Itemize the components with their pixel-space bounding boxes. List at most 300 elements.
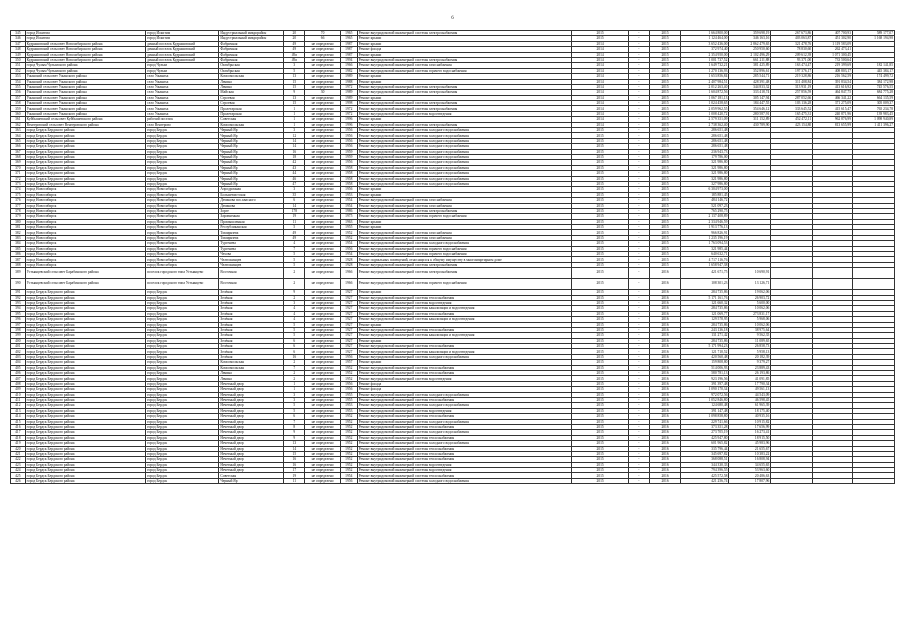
table-cell: 2015 [572,160,629,165]
table-cell: - [628,225,649,230]
table-cell: не определено [305,424,341,429]
table-cell: 14 [284,144,305,149]
table-cell: 765 234,78 [852,106,894,111]
table-cell: Восточная [219,279,284,290]
table-cell: 26 903,72 [729,295,771,300]
table-cell: 2015 [572,376,629,381]
table-cell: 21 655,67 [729,446,771,451]
table-cell: Ремонт крыши [357,74,572,79]
table-cell: 7 [284,246,305,251]
table-cell: 1996 [340,122,357,127]
table-cell: 1958 [340,181,357,186]
table-cell: 2015 [572,31,629,36]
table-cell: Зелёная [219,344,284,349]
table-cell: Ремонт внутридомовой инженерной системы электроснабжения [357,122,572,127]
table-cell: 16 808,94 [729,457,771,462]
table-cell: Ужанский сельсовет Ужанского района [25,79,145,84]
table-cell: село Ужаниха [146,84,219,89]
table-cell: 406 [11,371,26,376]
table-cell: 2015 [572,430,629,435]
table-cell: город Новосибирск [146,246,219,251]
table-cell: город Новосибирск [25,192,145,197]
table-cell: 2 579 351,09 [681,117,729,122]
table-cell: 26 193,86 [729,371,771,376]
table-cell: город Бердск Бердского района [25,398,145,403]
table-cell: Ленина [219,371,284,376]
table-cell: город Бердск [146,322,219,327]
table-cell: - [628,154,649,159]
table-cell: 333 645,52 [771,106,813,111]
table-cell: 346 [11,36,26,41]
table-cell: 2016 [649,419,680,424]
table-cell: 2015 [572,344,629,349]
table-cell: - [628,63,649,68]
table-cell: 640 632,71 [681,252,729,257]
table-cell: Комсомольская [219,74,284,79]
table-cell: 484 146,72 [681,198,729,203]
table-cell: 410 [11,392,26,397]
table-cell: 1 664 800,00 [681,31,729,36]
table-cell [852,279,894,290]
table-cell: город Новосибирск [25,225,145,230]
table-cell: 8 [284,424,305,429]
table-cell: не определено [305,365,341,370]
table-cell: Октябрьская [219,68,284,73]
table-body [11,31,895,484]
table-cell: 216 562,59 [813,74,853,79]
table-cell: 1 763 094,53 [681,241,729,246]
table-cell: 1958 [340,171,357,176]
table-cell: город Бердск Бердского района [25,317,145,322]
table-cell: 1966 [340,63,357,68]
table-cell: не определено [305,122,341,127]
table-cell: не определено [305,279,341,290]
table-cell: 305 009,37 [852,101,894,106]
table-cell: 2015 [572,252,629,257]
table-cell: 425 947,80 [681,435,729,440]
table-cell: Ремонт крыши [357,79,572,84]
table-cell: поселок городского типа Устьянцево [146,268,219,279]
table-cell: Ремонт крыши [357,290,572,295]
table-cell: город Бердск [146,468,219,473]
table-cell: Ремонт внутридомовой инженерной системы электроснабжения [357,262,572,267]
table-cell: Комсомольская [219,365,284,370]
table-cell: 1927 [340,327,357,332]
table-cell: 2015 [572,338,629,343]
table-cell: 16 [284,457,305,462]
table-cell: город Бердск [146,435,219,440]
table-cell: 1988 [340,79,357,84]
table-cell: 1927 [340,311,357,316]
table-row [11,478,895,483]
table-cell: Ремонт внутридомовой инженерной системы холодного водоснабжения [357,144,572,149]
table-cell: Нечетный двор [219,381,284,386]
table-cell: 286 651,48 [681,133,729,138]
table-cell [813,478,853,483]
table-cell: город Искитим [146,31,219,36]
table-cell: дачный поселок Кудряшовский [146,47,219,52]
table-cell: город Новосибирск [146,198,219,203]
table-cell: 10 915,82 [729,419,771,424]
table-cell: 1987 [340,47,357,52]
table-cell: 2014 [572,111,629,116]
table-cell: 70 [305,31,341,36]
table-cell: - [628,473,649,478]
table-cell: не определено [305,387,341,392]
table-cell: Ремонт внутридомовой инженерной системы теплоснабжения [357,414,572,419]
table-cell: рабочий поселок [146,117,219,122]
table-cell: не определено [305,317,341,322]
table-cell: 2016 [649,403,680,408]
table-cell: 2016 [649,424,680,429]
table-cell: Ленина [219,84,284,89]
table-cell: 2014 [572,84,629,89]
table-cell: город Бердск [146,300,219,305]
table-cell: город Бердск Бердского района [25,128,145,133]
table-cell: Ремонт внутридомовой инженерной системы электроснабжения [357,84,572,89]
table-cell: 2015 [572,128,629,133]
table-cell: 408 [11,381,26,386]
table-cell: Индустриальный микрорайон [219,31,284,36]
table-cell: город Бердск [146,360,219,365]
table-cell: 9 562,35 [729,333,771,338]
table-cell: 2016 [649,306,680,311]
table-cell: 2015 [572,279,629,290]
table-cell: Нечетный двор [219,408,284,413]
table-cell: Ремонт внутридомовой инженерной системы водоотведения [357,408,572,413]
table-cell: Ремонт внутридомовой инженерной системы холодного водоснабжения [357,430,572,435]
table-cell: 1927 [340,333,357,338]
table-cell: Ремонт внутридомовой инженерной системы теплоснабжения [357,446,572,451]
table-cell: 1952 [340,441,357,446]
table-cell: Ремонт внутридомовой инженерной системы холодного водоснабжения [357,171,572,176]
table-cell: Ремонт крыши [357,338,572,343]
table-cell: Ужанский сельсовет Ужанского района [25,106,145,111]
table-cell: город Бердск Бердского района [25,451,145,456]
table-cell: Черный Яр [219,181,284,186]
table-cell: не определено [305,171,341,176]
table-cell: 1959 [340,154,357,159]
table-cell: 1956 [340,246,357,251]
table-cell: 5 [284,225,305,230]
table-cell: 243 136,18 [681,327,729,332]
table-cell: 347 [11,41,26,46]
table-cell: 1952 [340,230,357,235]
table-cell: - [628,68,649,73]
table-cell: 415 [11,419,26,424]
table-cell: 61 965,39 [729,403,771,408]
table-cell: - [628,57,649,62]
table-cell: не определено [305,262,341,267]
table-cell: - [628,138,649,143]
table-cell: 408 803,17 [813,68,853,73]
table-cell: город Новосибирск [146,203,219,208]
table-cell: город Бердск [146,354,219,359]
table-cell: 1952 [340,376,357,381]
table-cell: 9 [284,435,305,440]
table-cell: 1952 [340,468,357,473]
table-cell: 262 473,41 [813,47,853,52]
table-cell: 2016 [649,317,680,322]
table-cell: 11 [284,478,305,483]
table-cell: 387 [11,257,26,262]
table-cell: не определено [305,203,341,208]
table-cell: Челюскинцев [219,262,284,267]
table-cell: не определено [305,360,341,365]
table-cell: Ужанский сельсовет Ужанского района [25,101,145,106]
table-cell: 2015 [649,117,680,122]
table-cell: 273 831,17 [729,311,771,316]
table-cell: 428 391,48 [729,79,771,84]
table-cell: 423 154,80 [771,122,813,127]
table-cell: Ремонт внутридомовой инженерной системы теплоснабжения [357,295,572,300]
table-cell: город Бердск [146,290,219,295]
table-cell: 209 612,39 [771,52,813,57]
table-cell: город Бердск [146,333,219,338]
table-cell: - [628,214,649,219]
table-cell: не определено [305,208,341,213]
table-cell: - [628,122,649,127]
table-cell: 1 411 396,27 [852,122,894,127]
table-cell: 1959 [340,149,357,154]
table-cell: 7 [284,419,305,424]
table-cell: Заровненная [219,214,284,219]
table-cell: 19 [284,214,305,219]
table-cell: 2015 [572,203,629,208]
table-cell: 377 [11,203,26,208]
table-cell: 1972 [340,84,357,89]
table-cell: 466 341,22 [813,95,853,100]
table-cell: село Ужаниха [146,90,219,95]
table-cell: 219 328,86 [771,74,813,79]
table-cell: город Бердск Бердского района [25,376,145,381]
table-cell: 345 [11,31,26,36]
table-cell: Устьянцевский сельсовет Барабинского района [25,268,145,279]
table-cell: не определено [305,349,341,354]
table-cell: Ремонт внутридомовой инженерной системы холодного водоснабжения [357,176,572,181]
table-cell: не определено [305,144,341,149]
table-cell: 13 [284,74,305,79]
table-cell: Ремонт внутридомовой инженерной системы электроснабжения [357,101,572,106]
table-cell: не определено [305,192,341,197]
table-cell: Комсомольская [219,360,284,365]
table-cell: 1 090 170,34 [681,387,729,392]
table-cell: город Бердск [146,327,219,332]
table-cell: 2016 [649,430,680,435]
table-cell: 26 858,73 [729,344,771,349]
table-cell: город Искитим [25,31,145,36]
table-cell: 2014 [572,63,629,68]
table-cell [771,268,813,279]
table-cell: 392 [11,295,26,300]
table-cell: 4 [284,317,305,322]
table-cell: 2015 [572,311,629,316]
table-cell [771,478,813,483]
table-cell: 2015 [649,257,680,262]
table-cell: Ленина [219,376,284,381]
table-cell: Ремонт внутридомовой инженерной системы горячего водоснабжения [357,246,572,251]
table-cell: город Бердск [146,473,219,478]
table-cell: 1 [284,111,305,116]
table-cell: 2015 [572,246,629,251]
table-cell: 1 658 947,38 [681,262,729,267]
table-cell: 1952 [340,435,357,440]
table-cell: 416 [11,424,26,429]
table-cell: 2015 [572,300,629,305]
table-cell: город Новосибирск [25,262,145,267]
table-cell: - [628,424,649,429]
table-cell: город Бердск Бердского района [25,473,145,478]
table-cell: город Чулым Чулымского района [25,68,145,73]
table-cell: 370 [11,165,26,170]
table-cell: 333 418,74 [729,90,771,95]
table-cell: 2015 [572,262,629,267]
table-cell: 1956 [340,381,357,386]
table-cell: 430 789,90 [729,122,771,127]
table-cell: 1 008 420,72 [681,111,729,116]
table-cell: город Бердск [146,128,219,133]
table-cell: не определено [305,160,341,165]
table-cell: город Новосибирск [25,203,145,208]
table-cell: 1958 [340,165,357,170]
table-cell: 372 974,40 [681,47,729,52]
table-cell: - [628,435,649,440]
table-cell: 2 012 263,40 [681,84,729,89]
table-cell: 421 [11,451,26,456]
table-cell: 311 152,89 [729,117,771,122]
table-cell: 359 [11,106,26,111]
table-cell: 1927 [340,295,357,300]
table-cell: не определено [305,322,341,327]
table-cell: - [628,52,649,57]
table-cell: Ремонт внутридомовой инженерной системы холодного водоснабжения [357,165,572,170]
table-cell: Кудряшовский сельсовет Новосибирского района [25,47,145,52]
table-cell: Ремонт внутридомовой инженерной системы водоотведения [357,111,572,116]
table-cell: 2015 [572,398,629,403]
table-cell: 5 600,00 [729,300,771,305]
table-cell: Челюскинцев [219,257,284,262]
table-cell: 972 072,56 [681,392,729,397]
table-cell: - [628,414,649,419]
table-cell: 327 986,80 [681,181,729,186]
table-cell: 371 275,09 [813,101,853,106]
table-cell: 44 [284,171,305,176]
table-cell: 2015 [572,241,629,246]
table-cell: не определено [305,381,341,386]
table-cell: 2016 [649,327,680,332]
table-cell: не определено [305,84,341,89]
table-cell: 2015 [572,181,629,186]
table-cell: 2015 [572,371,629,376]
table-cell: 363 [11,128,26,133]
table-cell: 2 [284,360,305,365]
table-cell: 452 472,11 [771,117,813,122]
table-cell: 2014 [572,41,629,46]
table-cell: Устьянцевский сельсовет Барабинского района [25,279,145,290]
table-cell: город Бердск Бердского района [25,338,145,343]
table-cell: Нечетный двор [219,398,284,403]
table-cell: 422 [11,457,26,462]
table-cell: 1987 [340,52,357,57]
table-cell: 2016 [649,371,680,376]
table-cell: 3 [284,300,305,305]
table-cell: 2015 [649,106,680,111]
table-cell: 38 975,64 [729,327,771,332]
table-cell: 381 [11,225,26,230]
table-cell [813,279,853,290]
table-cell: Октябрьская [219,63,284,68]
table-cell: дачный поселок Кудряшовский [146,41,219,46]
table-cell: 368 088,51 [681,457,729,462]
table-cell: - [628,419,649,424]
table-cell: Ужанский сельсовет Ужанского района [25,90,145,95]
table-cell: - [628,398,649,403]
table-cell: не определено [305,403,341,408]
table-cell: 352 [11,68,26,73]
table-cell: Майская [219,90,284,95]
table-cell: город Новосибирск [146,235,219,240]
table-cell: 356 [11,90,26,95]
table-cell: 2015 [649,208,680,213]
table-cell: 2 354 950,00 [681,52,729,57]
table-cell: 2016 [649,398,680,403]
table-cell: 2015 [572,138,629,143]
table-cell: город Бердск Бердского района [25,344,145,349]
table-cell: 813 655,99 [813,122,853,127]
table-cell: 1928 [340,257,357,262]
table-cell: 352 896,61 [729,68,771,73]
table-cell: 1957 [340,360,357,365]
table-cell: 15 [284,451,305,456]
table-cell: 43 [284,165,305,170]
table-cell: город Бердск Бердского района [25,408,145,413]
table-cell: 2015 [572,349,629,354]
table-cell: 2015 [649,154,680,159]
table-cell: 2015 [572,365,629,370]
table-cell: 2016 [649,322,680,327]
table-cell: 2015 [649,122,680,127]
table-cell: 351 [11,63,26,68]
table-cell: 20 [284,36,305,41]
table-cell: 16 273,41 [729,430,771,435]
table-cell: Нечетный двор [219,446,284,451]
table-cell: 1 653 856,84 [681,74,729,79]
table-cell: 2015 [572,187,629,192]
table-cell: 284 735,86 [681,338,729,343]
table-cell: - [628,198,649,203]
table-cell: 424 [11,468,26,473]
table-cell: 400 [11,338,26,343]
table-cell: 178 [284,208,305,213]
table-cell: 2015 [649,52,680,57]
table-cell: Ремонт внутридомовой инженерной системы водоотведения [357,462,572,467]
table-cell: Кудряшовский сельсовет Новосибирского района [25,52,145,57]
repair-program-table [10,30,895,484]
table-cell: город Бердск [146,149,219,154]
table-cell: Зелёная [219,327,284,332]
table-cell: Ремонт внутридомовой инженерной системы теплоснабжения [357,344,572,349]
table-cell: 311 408,84 [771,79,813,84]
table-cell: - [628,241,649,246]
table-cell: - [628,101,649,106]
table-cell: 2014 [572,68,629,73]
table-cell: город Бердск Бердского района [25,306,145,311]
table-cell: Зелёная [219,349,284,354]
table-cell: - [628,208,649,213]
table-cell: - [628,171,649,176]
table-cell: 375 [11,192,26,197]
table-cell: 373 [11,181,26,186]
